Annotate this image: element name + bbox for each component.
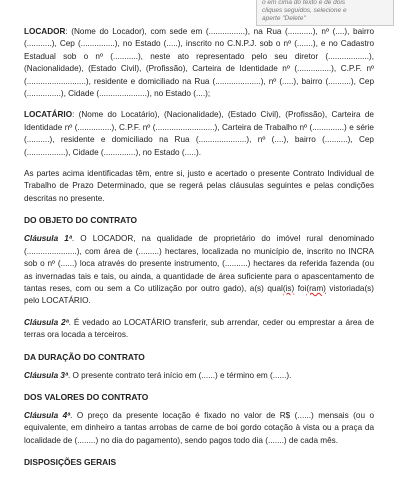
locatario-paragraph (24, 109, 374, 159)
clausula-2-text: . É vedado ao LOCATÁRIO transferir, sub arrendar, ceder ou emprestar a área de terras ora locada a terceiros. (24, 317, 375, 340)
clausula-4-text: . O preço da presente locação é fixado no valor de R$ (......) mensais (ou o equivalente, em dinheiro a tantas arrobas de carne de boi gordo cotação à vista ou a praça da localidade de (........) no dia do pagamento), sendo pagos todo dia (.......) de cada mês. (24, 410, 375, 445)
clausula-3-label: Cláusula 3ª (24, 370, 68, 380)
section-heading-duracao: DA DURAÇÃO DO CONTRATO (24, 351, 145, 362)
section-heading-valores: DOS VALORES DO CONTRATO (24, 391, 149, 402)
clausula-3-text: . O presente contrato terá início em (......) e término em (......). (67, 370, 292, 380)
clausula-4 (24, 410, 374, 447)
section-heading-gerais: DISPOSIÇÕES GERAIS (24, 457, 117, 468)
clausula-1-text-a: . O LOCADOR, na qualidade de proprietário do imóvel rural denominado (......................), com área de (.........) hectares, localizada no município de, inscrito no INCRA sob o nº (......) loca através do presente instrumento, (..........) hectares da referida fazenda (ou as invernadas tais e tais, ou ainda, a quantidade de área suficiente para o apascentamento de tantas reses, com ou sem a Co utilização por outro gado), a(s) qual (24, 234, 375, 293)
instruction-note (256, 0, 394, 26)
spellcheck-underline-ram: (ram) (306, 283, 326, 293)
spellcheck-underline-is: (is) (282, 283, 295, 293)
locador-paragraph (24, 26, 374, 100)
contract-body (24, 26, 374, 475)
clausula-1 (24, 233, 374, 307)
section-heading-objeto: DO OBJETO DO CONTRATO (24, 215, 138, 226)
clausula-2-label: Cláusula 2ª (24, 317, 69, 327)
locador-label: LOCADOR (24, 27, 66, 36)
locador-text: : (Nome do Locador), com sede em (................), na Rua (...........), nº (....), bairro (...........), Cep (...............), no Estado (.....), inscrito no C.N.P.J. sob o nº (.......), e no Cadastro Estadual sob o nº (...........), neste ato representado pelo seu diretor (..................), (Nacionalidade), (Estado Civil), (Profissão), Carteira de Identidade nº (...............), C.P.F. nº (..........................), residente e domiciliado na Rua (....................), nº (.....), bairro (..........), Cep (...............), Cidade (.....................), no Estado (....); (24, 27, 374, 99)
intro-paragraph: As partes acima identificadas têm, entre si, justo e acertado o presente Contrato Individual de Trabalho de Prazo Determinado, que se regerá pelas cláusulas seguintes e pelas condições descritas no presente. (24, 169, 374, 203)
note-line: o em cima do texto e de dois (262, 0, 346, 6)
note-line: aperte "Delete" (262, 15, 306, 22)
clausula-4-label: Cláusula 4ª (24, 410, 71, 420)
clausula-2 (24, 317, 374, 342)
note-line: cliques seguidos, selecione e (262, 7, 347, 14)
clausula-1-label: Cláusula 1ª (24, 234, 72, 244)
locatario-text: : (Nome do Locatário), (Nacionalidade), (Estado Civil), (Profissão), Carteira de Identidade nº (...............), C.P.F. nº (..........................), Carteira de Trabalho nº (..............) e série (..........), residente e domiciliado na Rua (.....................), nº (....), bairro (..........), Cep (.................), Cidade (..............), no Estado (.....). (24, 110, 374, 157)
clausula-3 (24, 370, 374, 382)
locatario-label: LOCATÁRIO (24, 110, 73, 120)
clausula-1-text-b: vistoriada(s) pelo LOCATÁRIO. (24, 283, 374, 306)
clausula-1-text-mid: foi (294, 283, 307, 293)
